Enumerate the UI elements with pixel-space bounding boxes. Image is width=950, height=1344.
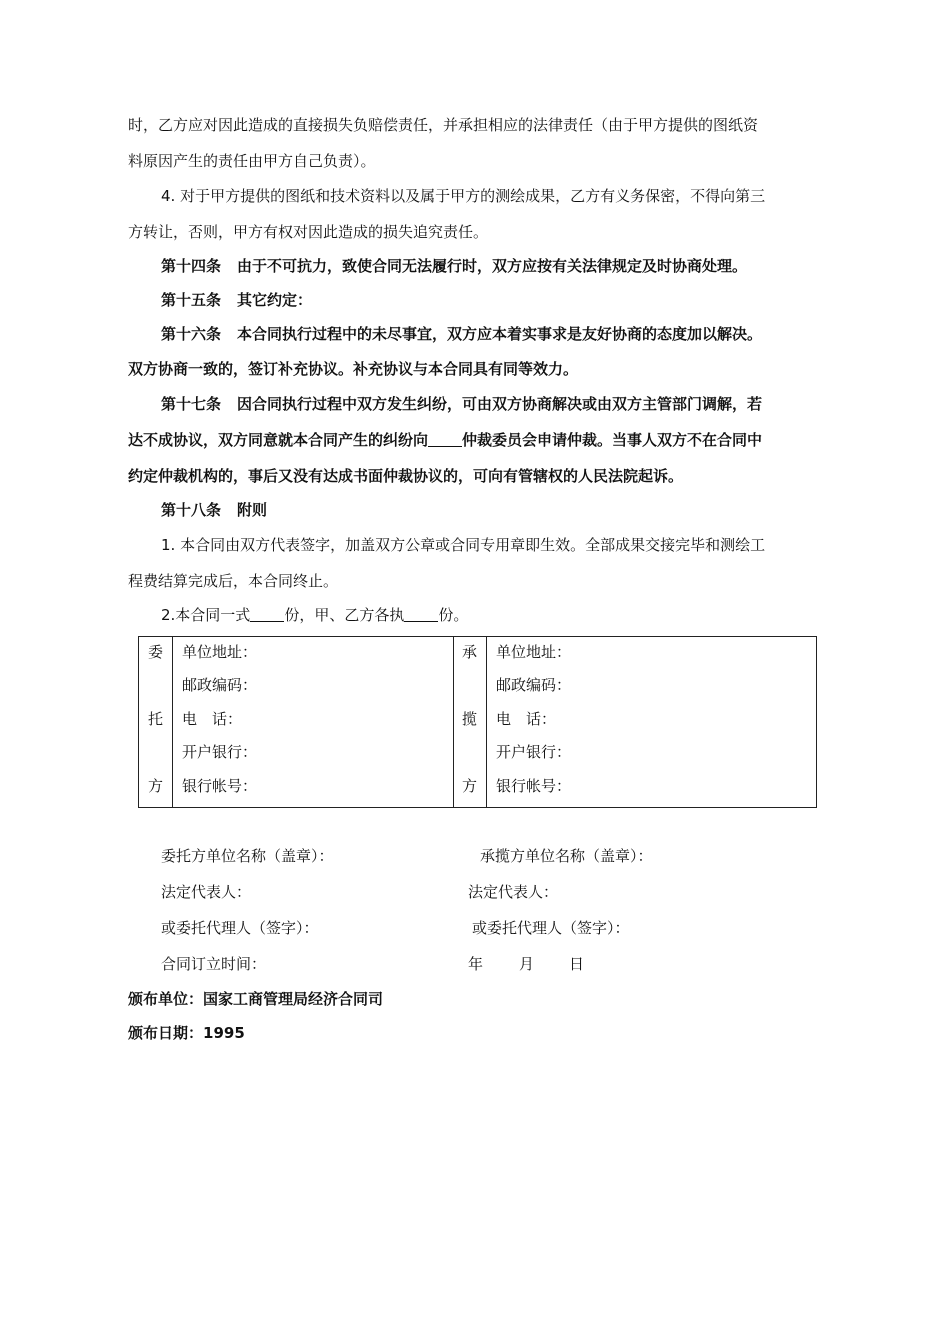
client-unit-name: 委托方单位名称（盖章）： [161, 847, 334, 865]
article-15 [161, 290, 312, 310]
paragraph-line: 料原因产生的责任由甲方自己负责）。 [128, 152, 376, 170]
issuer-date-label: 颁布日期： [128, 1024, 204, 1042]
article-15-title: 第十五条 [161, 291, 222, 309]
paragraph-line: 4. 对于甲方提供的图纸和技术资料以及属于甲方的测绘成果，乙方有义务保密，不得向第三 [161, 187, 766, 205]
table-divider [453, 637, 454, 807]
paragraph-line: 方转让，否则，甲方有权对因此造成的损失追究责任。 [128, 223, 489, 241]
each-copies-blank [404, 606, 438, 622]
appendix-item-2-a: 2.本合同一式 [161, 606, 251, 624]
date-month: 月 [519, 955, 535, 973]
article-17-title: 第十七条 [161, 395, 222, 413]
contractor-label-char: 方 [462, 777, 478, 795]
table-divider [486, 637, 487, 807]
contractor-account-field: 银行帐号： [496, 777, 572, 795]
table-divider [172, 637, 173, 807]
article-16-line1: 本合同执行过程中的未尽事宜，双方应本着实事求是友好协商的态度加以解决。 [237, 325, 763, 343]
article-16-title: 第十六条 [161, 325, 222, 343]
appendix-item-2 [161, 605, 468, 625]
issuer-date-value: 1995 [203, 1024, 245, 1042]
contractor-label-char: 承 [462, 643, 478, 661]
article-17-line3: 约定仲裁机构的，事后又没有达成书面仲裁协议的，可向有管辖权的人民法院起诉。 [128, 467, 684, 485]
appendix-item-1: 1. 本合同由双方代表签字，加盖双方公章或合同专用章即生效。全部成果交接完毕和测绘工 [161, 536, 766, 554]
client-agent: 或委托代理人（签字）： [161, 919, 319, 937]
client-label-char: 委 [148, 643, 164, 661]
date-day: 日 [569, 955, 585, 973]
client-label-char: 托 [148, 710, 164, 728]
contractor-legal-rep: 法定代表人： [468, 883, 559, 901]
arbitration-blank [428, 431, 462, 447]
article-14-title: 第十四条 [161, 257, 222, 275]
article-17-line2 [128, 430, 762, 450]
contractor-phone-field: 电 话： [496, 710, 557, 728]
article-14 [161, 256, 747, 276]
article-18 [161, 500, 267, 520]
client-bank-field: 开户银行： [182, 743, 258, 761]
article-16-line2: 双方协商一致的，签订补充协议。补充协议与本合同具有同等效力。 [128, 360, 579, 378]
parties-table [138, 636, 817, 808]
contractor-address-field: 单位地址： [496, 643, 572, 661]
contractor-postcode-field: 邮政编码： [496, 676, 572, 694]
article-14-text: 由于不可抗力，致使合同无法履行时，双方应按有关法律规定及时协商处理。 [237, 257, 748, 275]
article-15-text: 其它约定： [237, 291, 313, 309]
contractor-unit-name: 承揽方单位名称（盖章）： [480, 847, 653, 865]
appendix-item-2-c: 份。 [438, 606, 469, 624]
article-18-title: 第十八条 [161, 501, 222, 519]
issuer-date [128, 1023, 245, 1043]
article-17-line2-before: 达不成协议，双方同意就本合同产生的纠纷向 [128, 431, 429, 449]
article-17-line2-after: 仲裁委员会申请仲裁。当事人双方不在合同中 [462, 431, 763, 449]
article-17 [161, 394, 762, 414]
issuer-unit: 颁布单位：国家工商管理局经济合同司 [128, 990, 384, 1008]
article-18-text: 附则 [237, 501, 268, 519]
client-account-field: 银行帐号： [182, 777, 258, 795]
contract-date-label: 合同订立时间： [161, 955, 267, 973]
client-postcode-field: 邮政编码： [182, 676, 258, 694]
date-year: 年 [468, 955, 484, 973]
paragraph-line: 时，乙方应对因此造成的直接损失负赔偿责任，并承担相应的法律责任（由于甲方提供的图纸资 [128, 116, 759, 134]
contractor-label-char: 揽 [462, 710, 478, 728]
client-address-field: 单位地址： [182, 643, 258, 661]
appendix-item-1-cont: 程费结算完成后，本合同终止。 [128, 572, 339, 590]
contractor-agent: 或委托代理人（签字）： [472, 919, 630, 937]
appendix-item-2-b: 份，甲、乙方各执 [284, 606, 405, 624]
client-legal-rep: 法定代表人： [161, 883, 252, 901]
contractor-bank-field: 开户银行： [496, 743, 572, 761]
article-17-line1: 因合同执行过程中双方发生纠纷，可由双方协商解决或由双方主管部门调解，若 [237, 395, 763, 413]
client-phone-field: 电 话： [182, 710, 243, 728]
copies-blank [250, 606, 284, 622]
article-16 [161, 324, 762, 344]
client-label-char: 方 [148, 777, 164, 795]
